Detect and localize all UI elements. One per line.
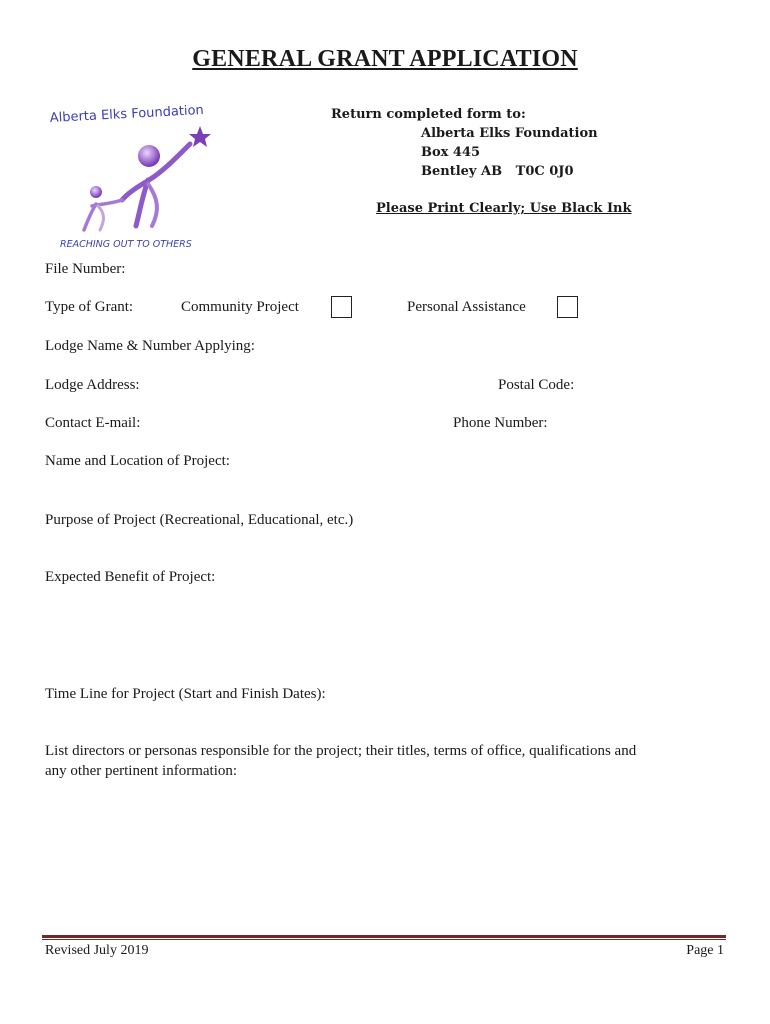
print-instruction: Please Print Clearly; Use Black Ink	[376, 201, 632, 216]
figure-head-icon	[138, 145, 160, 167]
contact-email-label: Contact E-mail:	[45, 415, 141, 431]
community-project-checkbox[interactable]	[331, 296, 352, 318]
project-purpose-label: Purpose of Project (Recreational, Educational, etc.)	[45, 512, 354, 528]
return-address-line3: Bentley AB T0C 0J0	[421, 164, 574, 179]
revision-date: Revised July 2019	[45, 943, 149, 958]
small-figure-head-icon	[90, 186, 102, 198]
postal-code-label: Postal Code:	[498, 377, 575, 393]
footer-divider	[42, 935, 726, 938]
personal-assistance-label: Personal Assistance	[407, 299, 526, 315]
lodge-name-label: Lodge Name & Number Applying:	[45, 338, 255, 354]
logo-org-name: Alberta Elks Foundation	[49, 102, 205, 126]
lodge-address-label: Lodge Address:	[45, 377, 140, 393]
community-project-label: Community Project	[181, 299, 299, 315]
foundation-logo	[44, 100, 224, 252]
time-line-label: Time Line for Project (Start and Finish Dates):	[45, 686, 326, 702]
logo-graphic	[44, 100, 224, 252]
footer-divider-thin	[42, 939, 726, 940]
page-number: Page 1	[686, 943, 724, 958]
phone-number-label: Phone Number:	[453, 415, 548, 431]
logo-tagline: REACHING OUT TO OTHERS	[60, 239, 192, 250]
return-address-line2: Box 445	[421, 145, 481, 160]
directors-label-line1: List directors or personas responsible for the project; their titles, terms of office, qualifications and	[45, 743, 637, 759]
directors-label-line2: any other pertinent information:	[45, 763, 238, 779]
return-heading: Return completed form to:	[331, 107, 526, 122]
expected-benefit-label: Expected Benefit of Project:	[45, 569, 216, 585]
page-title: GENERAL GRANT APPLICATION	[192, 46, 578, 72]
personal-assistance-checkbox[interactable]	[557, 296, 578, 318]
return-address-line1: Alberta Elks Foundation	[421, 126, 598, 141]
project-name-location-label: Name and Location of Project:	[45, 453, 230, 469]
file-number-label: File Number:	[45, 261, 126, 277]
type-of-grant-label: Type of Grant:	[45, 299, 134, 315]
